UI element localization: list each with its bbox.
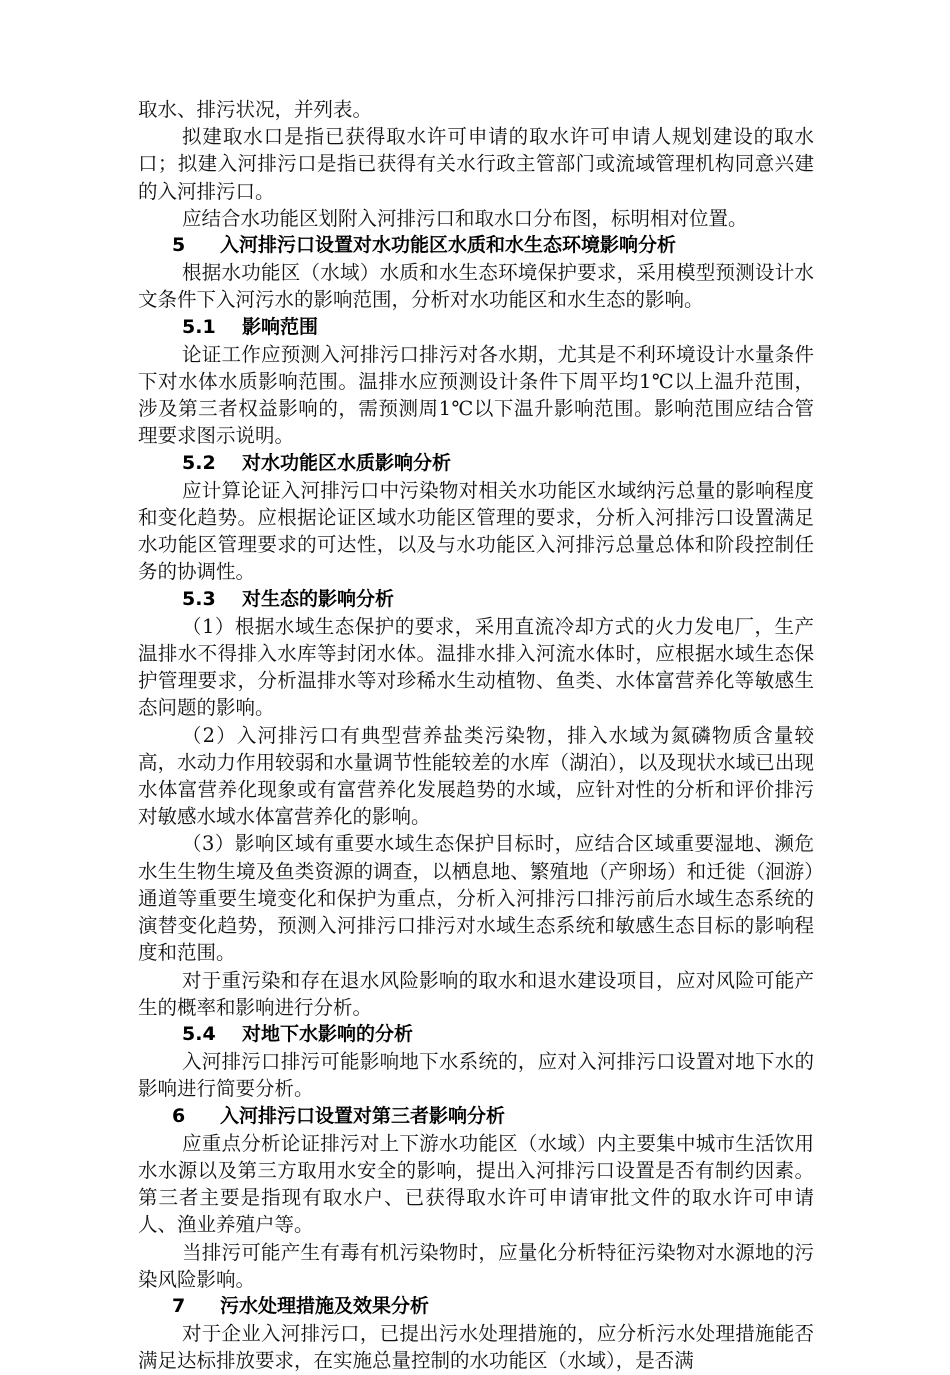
heading-number: 5.1 — [182, 315, 216, 338]
paragraph: 应计算论证入河排污口中污染物对相关水功能区水域纳污总量的影响程度和变化趋势。应根据论证区域水功能区管理的要求，分析入河排污口设置满足水功能区管理要求的可达性，以及与水功能区入河排污总量总体和阶段控制任务的协调性。 — [138, 478, 814, 584]
heading-number: 6 — [172, 1104, 186, 1127]
paragraph: 对于重污染和存在退水风险影响的取水和退水建设项目，应对风险可能产生的概率和影响进行分析。 — [138, 968, 814, 1019]
paragraph: 拟建取水口是指已获得取水许可申请的取水许可申请人规划建设的取水口；拟建入河排污口是指已获得有关水行政主管部门或流域管理机构同意兴建的入河排污口。 — [138, 125, 814, 203]
heading-title: 对地下水影响的分析 — [242, 1022, 414, 1045]
document-body — [138, 96, 814, 1375]
subsection-heading — [138, 314, 814, 341]
paragraph: 根据水功能区（水域）水质和水生态环境保护要求，采用模型预测设计水文条件下入河污水的影响范围，分析对水功能区和水生态的影响。 — [138, 261, 814, 312]
heading-title: 入河排污口设置对第三者影响分析 — [220, 1104, 506, 1127]
paragraph: （1）根据水域生态保护的要求，采用直流冷却方式的火力发电厂，生产温排水不得排入水库等封闭水体。温排水排入河流水体时，应根据水域生态保护管理要求，分析温排水等对珍稀水生动植物、鱼类、水体富营养化等敏感生态问题的影响。 — [138, 614, 814, 720]
paragraph: 应结合水功能区划附入河排污口和取水口分布图，标明相对位置。 — [182, 206, 748, 230]
paragraph: （2）入河排污口有典型营养盐类污染物，排入水域为氮磷物质含量较高，水动力作用较弱和水量调节性能较差的水库（湖泊），以及现状水域已出现水体富营养化现象或有富营养化发展趋势的水域，应针对性的分析和评价排污对敏感水域水体富营养化的影响。 — [138, 723, 814, 829]
paragraph: 入河排污口排污可能影响地下水系统的，应对入河排污口设置对地下水的影响进行简要分析。 — [138, 1050, 814, 1101]
subsection-heading — [138, 450, 814, 477]
paragraph: 论证工作应预测入河排污口排污对各水期，尤其是不利环境设计水量条件下对水体水质影响范围。温排水应预测设计条件下周平均1℃以上温升范围，涉及第三者权益影响的，需预测周1℃以下温升影响范围。影响范围应结合管理要求图示说明。 — [138, 342, 814, 448]
heading-title: 对生态的影响分析 — [242, 587, 395, 610]
section-heading — [138, 1293, 814, 1320]
heading-title: 影响范围 — [242, 315, 319, 338]
heading-number: 5.4 — [182, 1022, 216, 1045]
heading-number: 7 — [172, 1294, 186, 1317]
subsection-heading — [138, 586, 814, 613]
heading-number: 5.3 — [182, 587, 216, 610]
heading-title: 污水处理措施及效果分析 — [220, 1294, 430, 1317]
paragraph: 当排污可能产生有毒有机污染物时，应量化分析特征污染物对水源地的污染风险影响。 — [138, 1240, 814, 1291]
paragraph: 取水、排污状况，并列表。 — [138, 98, 373, 121]
section-heading — [138, 232, 814, 259]
paragraph: 对于企业入河排污口，已提出污水处理措施的，应分析污水处理措施能否满足达标排放要求，在实施总量控制的水功能区（水域），是否满 — [138, 1322, 814, 1373]
heading-title: 入河排污口设置对水功能区水质和水生态环境影响分析 — [220, 234, 677, 257]
heading-title: 对水功能区水质影响分析 — [242, 451, 452, 474]
section-heading — [138, 1103, 814, 1130]
subsection-heading — [138, 1021, 814, 1048]
paragraph: 应重点分析论证排污对上下游水功能区（水域）内主要集中城市生活饮用水水源以及第三方取用水安全的影响，提出入河排污口设置是否有制约因素。第三者主要是指现有取水户、已获得取水许可申请审批文件的取水许可申请人、渔业养殖户等。 — [138, 1131, 814, 1237]
heading-number: 5.2 — [182, 451, 216, 474]
heading-number: 5 — [172, 234, 186, 257]
paragraph: （3）影响区域有重要水域生态保护目标时，应结合区域重要湿地、濒危水生生物生境及鱼类资源的调查，以栖息地、繁殖地（产卵场）和迁徙（洄游）通道等重要生境变化和保护为重点，分析入河排污口排污前后水域生态系统的演替变化趋势，预测入河排污口排污对水域生态系统和敏感生态目标的影响程度和范围。 — [138, 832, 814, 965]
